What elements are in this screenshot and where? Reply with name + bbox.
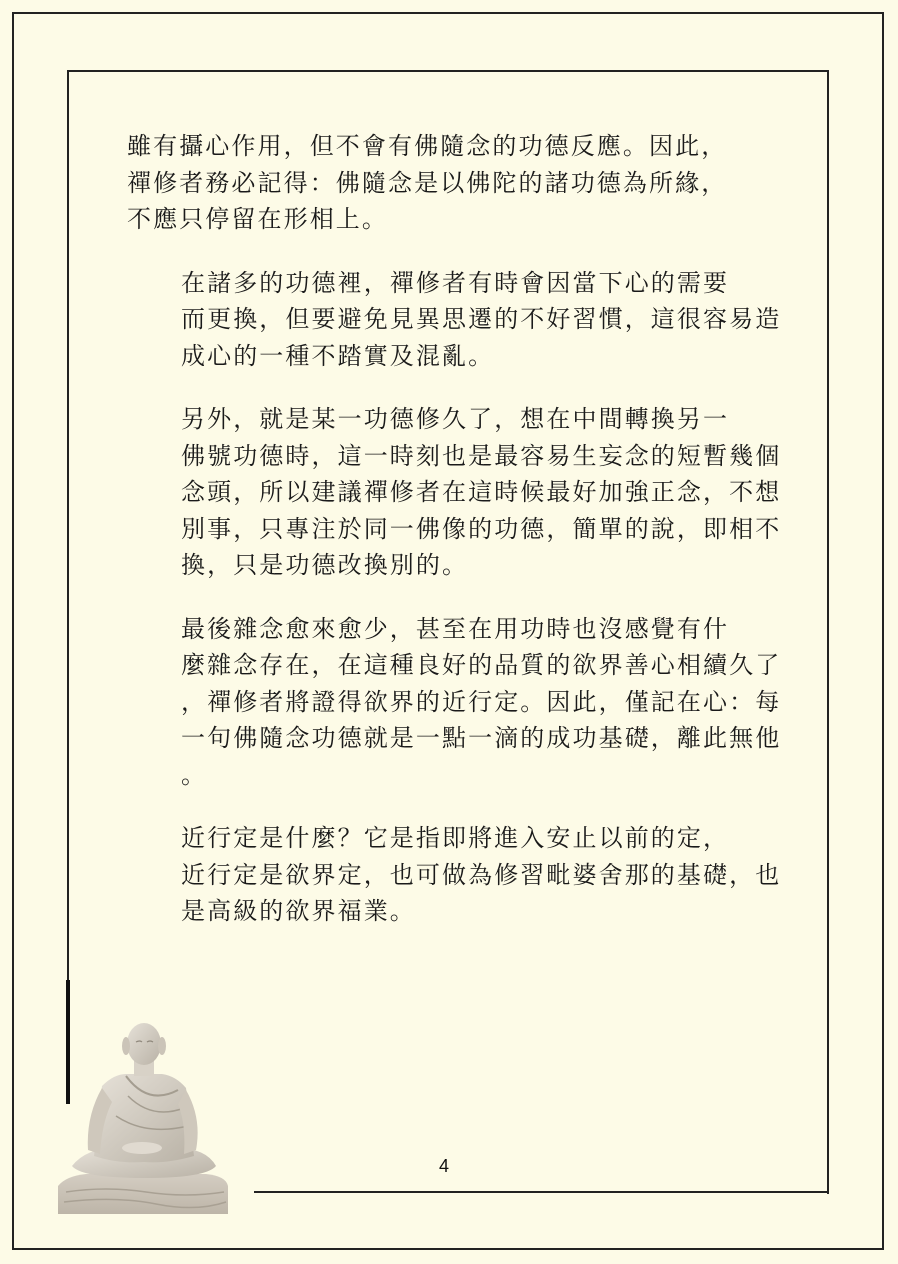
text-line: 一句佛隨念功德就是一點一滴的成功基礎，離此無他 (181, 724, 782, 752)
body-text (127, 128, 782, 957)
inner-border-left (67, 70, 69, 1104)
paragraph (127, 265, 782, 375)
text-line: 另外，就是某一功德修久了，想在中間轉換另一 (181, 405, 730, 433)
paragraph (127, 611, 782, 794)
text-line: 不應只停留在形相上。 (127, 205, 388, 233)
paragraph (127, 128, 767, 238)
text-line: 成心的一種不踏實及混亂。 (181, 341, 495, 370)
text-line: 在諸多的功德裡，禪修者有時會因當下心的需要 (181, 268, 730, 297)
text-line: 換，只是功德改換別的。 (181, 551, 469, 579)
text-line: 念頭，所以建議禪修者在這時候最好加強正念，不想 (181, 478, 782, 506)
text-line: ，禪修者將證得欲界的近行定。因此，僅記在心：每 (181, 687, 782, 716)
text-line: 最後雜念愈來愈少，甚至在用功時也沒感覺有什 (181, 614, 730, 643)
text-line: 麼雜念存在，在這種良好的品質的欲界善心相續久了 (181, 651, 782, 679)
inner-border-right (827, 70, 829, 1194)
paragraph (127, 820, 782, 930)
text-line: 近行定是什麼？它是指即將進入安止以前的定， (181, 824, 730, 852)
text-line: 而更換，但要避免見異思遷的不好習慣，這很容易造 (181, 305, 782, 333)
text-line: 近行定是欲界定，也可做為修習毗婆舍那的基礎，也 (181, 860, 782, 889)
inner-border-bottom (254, 1191, 829, 1193)
text-line: 是高級的欲界福業。 (181, 897, 416, 925)
paragraph (127, 401, 782, 584)
text-line: 佛號功德時，這一時刻也是最容易生妄念的短暫幾個 (181, 441, 782, 470)
seated-buddha-statue-icon (56, 1016, 232, 1216)
text-line: 別事，只專注於同一佛像的功德，簡單的說，即相不 (181, 514, 782, 543)
text-line: 雖有攝心作用，但不會有佛隨念的功德反應。因此， (127, 132, 728, 160)
inner-border-top (67, 70, 829, 72)
text-line: 。 (181, 760, 208, 789)
text-line: 禪修者務必記得：佛隨念是以佛陀的諸功德為所緣， (127, 168, 728, 197)
page-number: 4 (438, 1156, 449, 1176)
